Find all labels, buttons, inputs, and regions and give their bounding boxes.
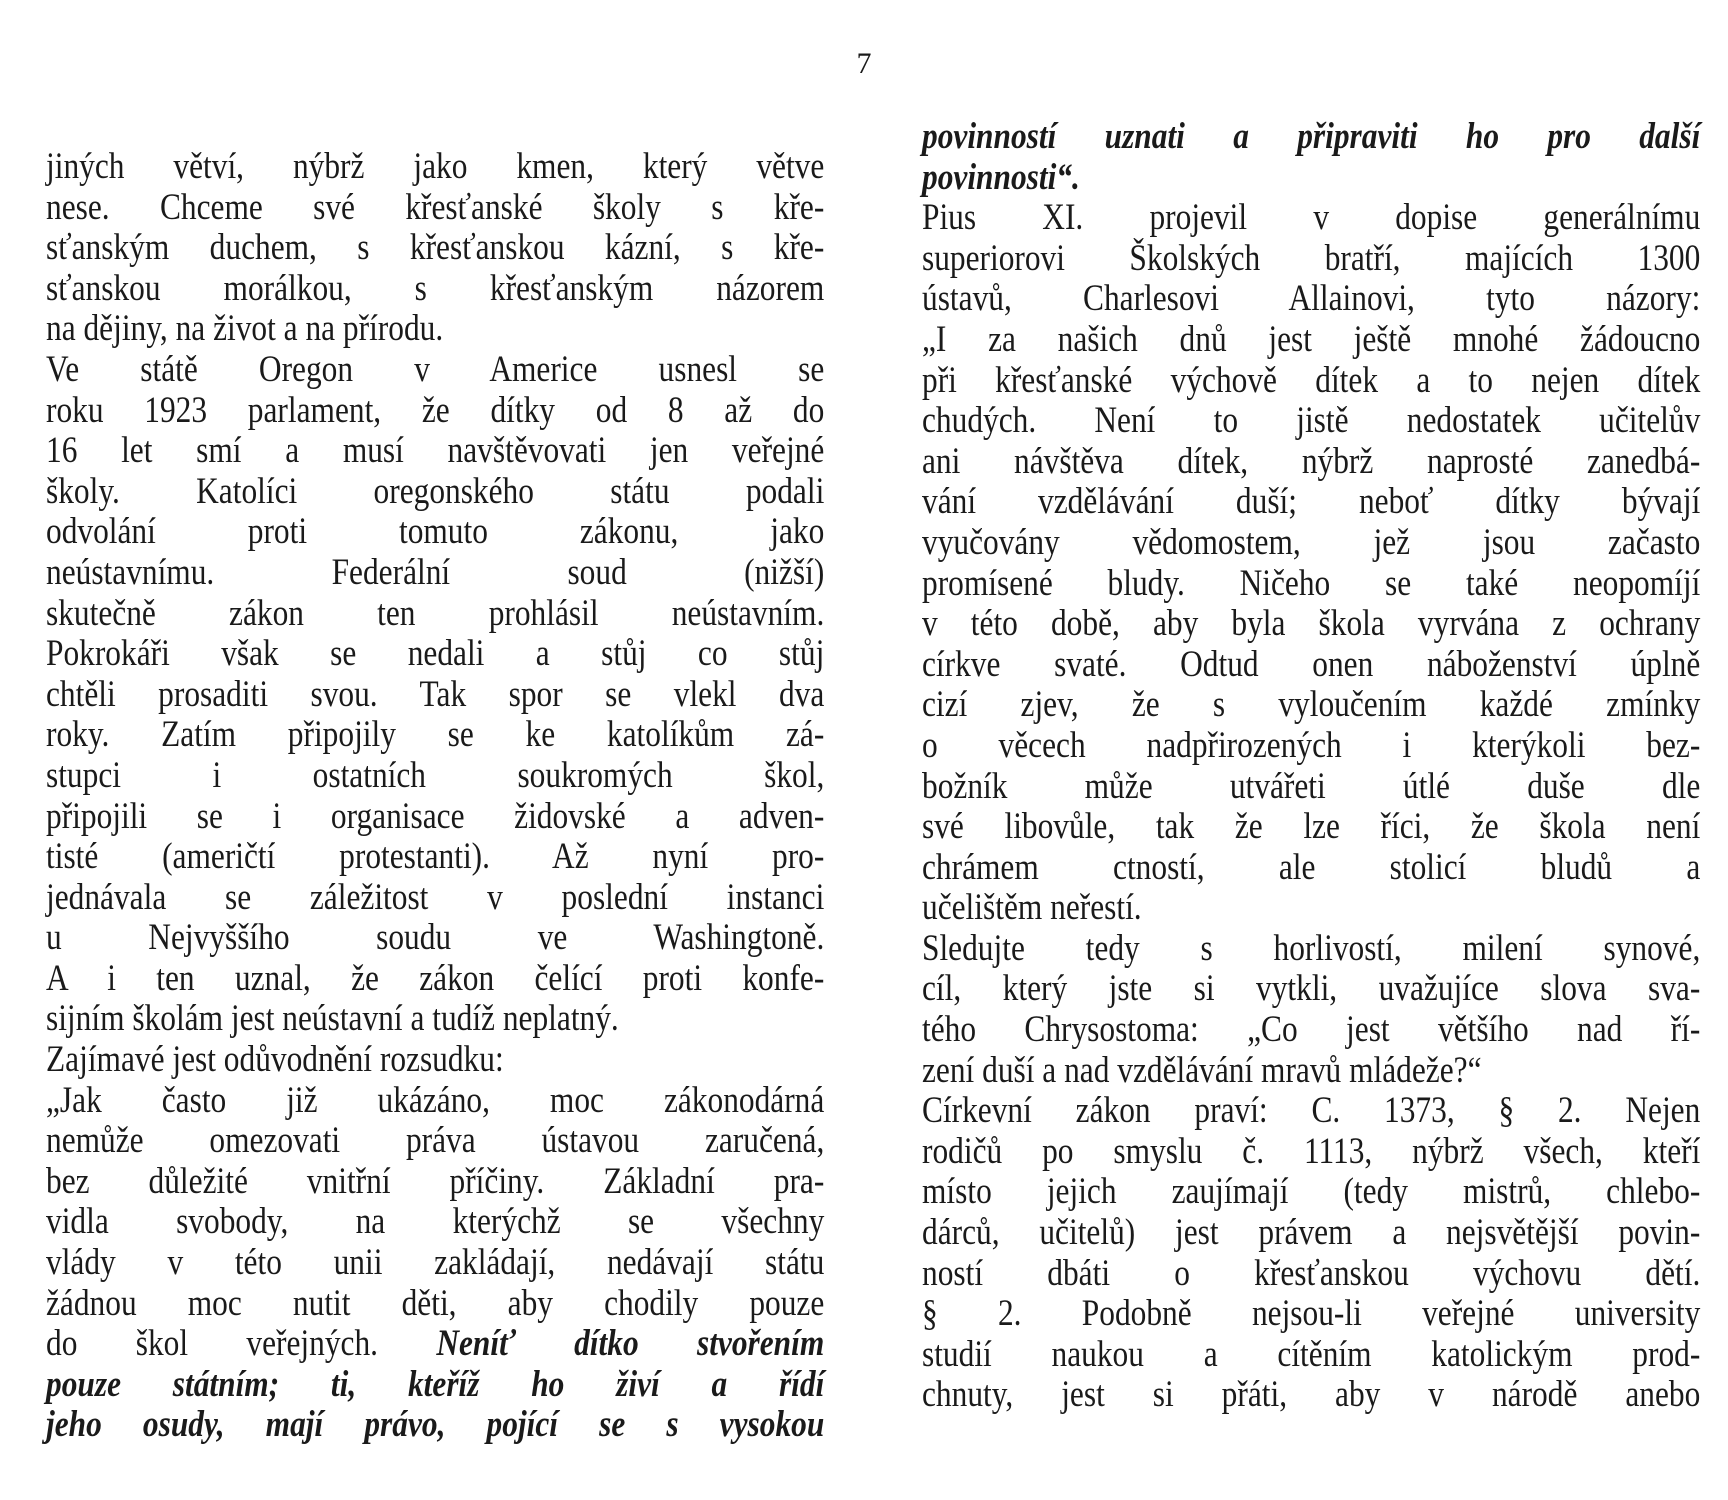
text-line: Pokrokáři však se nedali a stůj co stůj [46,632,825,674]
text-line: rodičů po smyslu č. 1113, nýbrž všech, kteří [922,1129,1701,1171]
text-line: Zajímavé jest odůvodnění rozsudku: [46,1038,504,1080]
text-line: chudých. Není to jistě nedostatek učitelův [922,399,1701,441]
text-line: Pius XI. projevil v dopise generálnímu [922,196,1701,238]
text-line: připojili se i organisace židovské a adven- [46,794,825,836]
text-line: Církevní zákon praví: C. 1373, § 2. Nejen [922,1089,1701,1131]
text-line: cíl, který jste si vytkli, uvažujíce slova sva- [922,967,1701,1009]
text-line: do škol veřejných. Neníť dítko stvořením [46,1322,825,1364]
text-line: stupci i ostatních soukromých škol, [46,753,825,795]
text-line: povinnosti“. [922,155,1080,197]
text-line: o věcech nadpřirozených i kterýkoli bez- [922,723,1701,765]
text-line: chnuty, jest si přáti, aby v národě anebo [922,1373,1701,1415]
text-line: pouze státním; ti, kteříž ho živí a řídí [46,1362,825,1404]
text-line: jiných větví, nýbrž jako kmen, který větve [46,145,825,186]
text-line: superiorovi Školských bratří, majících 1300 [922,236,1701,278]
text-line: promísené bludy. Ničeho se také neopomíjí [922,561,1701,603]
text-line: své libovůle, tak že lze říci, že škola není [922,805,1701,847]
text-line: Ve státě Oregon v Americe usnesl se [46,347,825,389]
text-line: učelištěm neřestí. [922,886,1142,928]
text-line: sťanskou morálkou, s křesťanským názorem [46,266,825,308]
text-line: u Nejvyššího soudu ve Washingtoně. [46,916,825,958]
text-line: povinností uznati a připraviti ho pro další [922,115,1701,156]
text-line: chrámem ctností, ale stolicí bludů a [922,845,1701,887]
text-line: odvolání proti tomuto zákonu, jako [46,510,825,552]
text-line: žádnou moc nutit děti, aby chodily pouze [46,1281,825,1323]
left-text-column [46,146,824,1445]
text-line: nese. Chceme své křesťanské školy s kře- [46,185,825,227]
italic-text-segment: Neníť dítko stvořením [377,1322,825,1364]
text-line: „Jak často již ukázáno, moc zákonodárná [46,1078,825,1120]
text-line: roku 1923 parlament, že dítky od 8 až do [46,388,825,430]
text-line: zení duší a nad vzdělávání mravů mládeže?“ [922,1048,1482,1090]
text-line: při křesťanské výchově dítek a to nejen dítek [922,358,1701,400]
text-line: v této době, aby byla škola vyrvána z ochrany [922,602,1701,644]
text-line: skutečně zákon ten prohlásil neústavním. [46,591,825,633]
text-line: vlády v této unii zakládají, nedávají státu [46,1241,825,1283]
text-line: Sledujte tedy s horlivostí, milení synové, [922,926,1701,968]
text-line: nemůže omezovati práva ústavou zaručená, [46,1119,825,1161]
text-line: ani návštěva dítek, nýbrž naprosté zanedbá- [922,439,1701,481]
text-line: tisté (američtí protestanti). Až nyní pro- [46,835,825,877]
text-line: božník může utvářeti útlé duše dle [922,764,1701,806]
text-line: sťanským duchem, s křesťanskou kázní, s kře- [46,226,825,268]
text-line: dárců, učitelů) jest právem a nejsvětější povin- [922,1211,1701,1253]
text-line: školy. Katolíci oregonského státu podali [46,469,825,511]
text-line: sijním školám jest neústavní a tudíž neplatný. [46,997,619,1039]
text-line: vyučovány vědomostem, jež jsou začasto [922,520,1701,562]
text-line: tého Chrysostoma: „Co jest většího nad ří- [922,1008,1701,1050]
right-text-column [922,116,1700,1415]
text-line: bez důležité vnitřní příčiny. Základní pra- [46,1159,825,1201]
text-line: studií naukou a cítěním katolickým prod- [922,1332,1701,1374]
text-line: vání vzdělávání duší; neboť dítky bývají [922,480,1701,522]
text-line: § 2. Podobně nejsou-li veřejné university [922,1292,1701,1334]
text-line: cizí zjev, že s vyloučením každé zmínky [922,683,1701,725]
text-line: roky. Zatím připojily se ke katolíkům zá- [46,713,825,755]
text-line: „I za našich dnů jest ještě mnohé žádoucno [922,317,1701,359]
text-line: místo jejich zaujímají (tedy mistrů, chlebo- [922,1170,1701,1212]
text-line: jednávala se záležitost v poslední instanci [46,875,825,917]
text-line: církve svaté. Odtud onen náboženství úplně [922,642,1701,684]
text-line: chtěli prosaditi svou. Tak spor se vlekl dva [46,672,825,714]
text-line: ústavů, Charlesovi Allainovi, tyto názory: [922,277,1701,319]
text-line: ností dbáti o křesťanskou výchovu dětí. [922,1251,1701,1293]
text-line: 16 let smí a musí navštěvovati jen veřejné [46,429,825,471]
page-number: 7 [856,47,872,80]
text-line: neústavnímu. Federální soud (nižší) [46,550,825,592]
text-line: jeho osudy, mají právo, pojící se s vysokou [46,1403,825,1445]
text-line: A i ten uznal, že zákon čelící proti konfe- [46,956,825,998]
text-line: na dějiny, na život a na přírodu. [46,307,444,349]
text-line: vidla svobody, na kterýchž se všechny [46,1200,825,1242]
